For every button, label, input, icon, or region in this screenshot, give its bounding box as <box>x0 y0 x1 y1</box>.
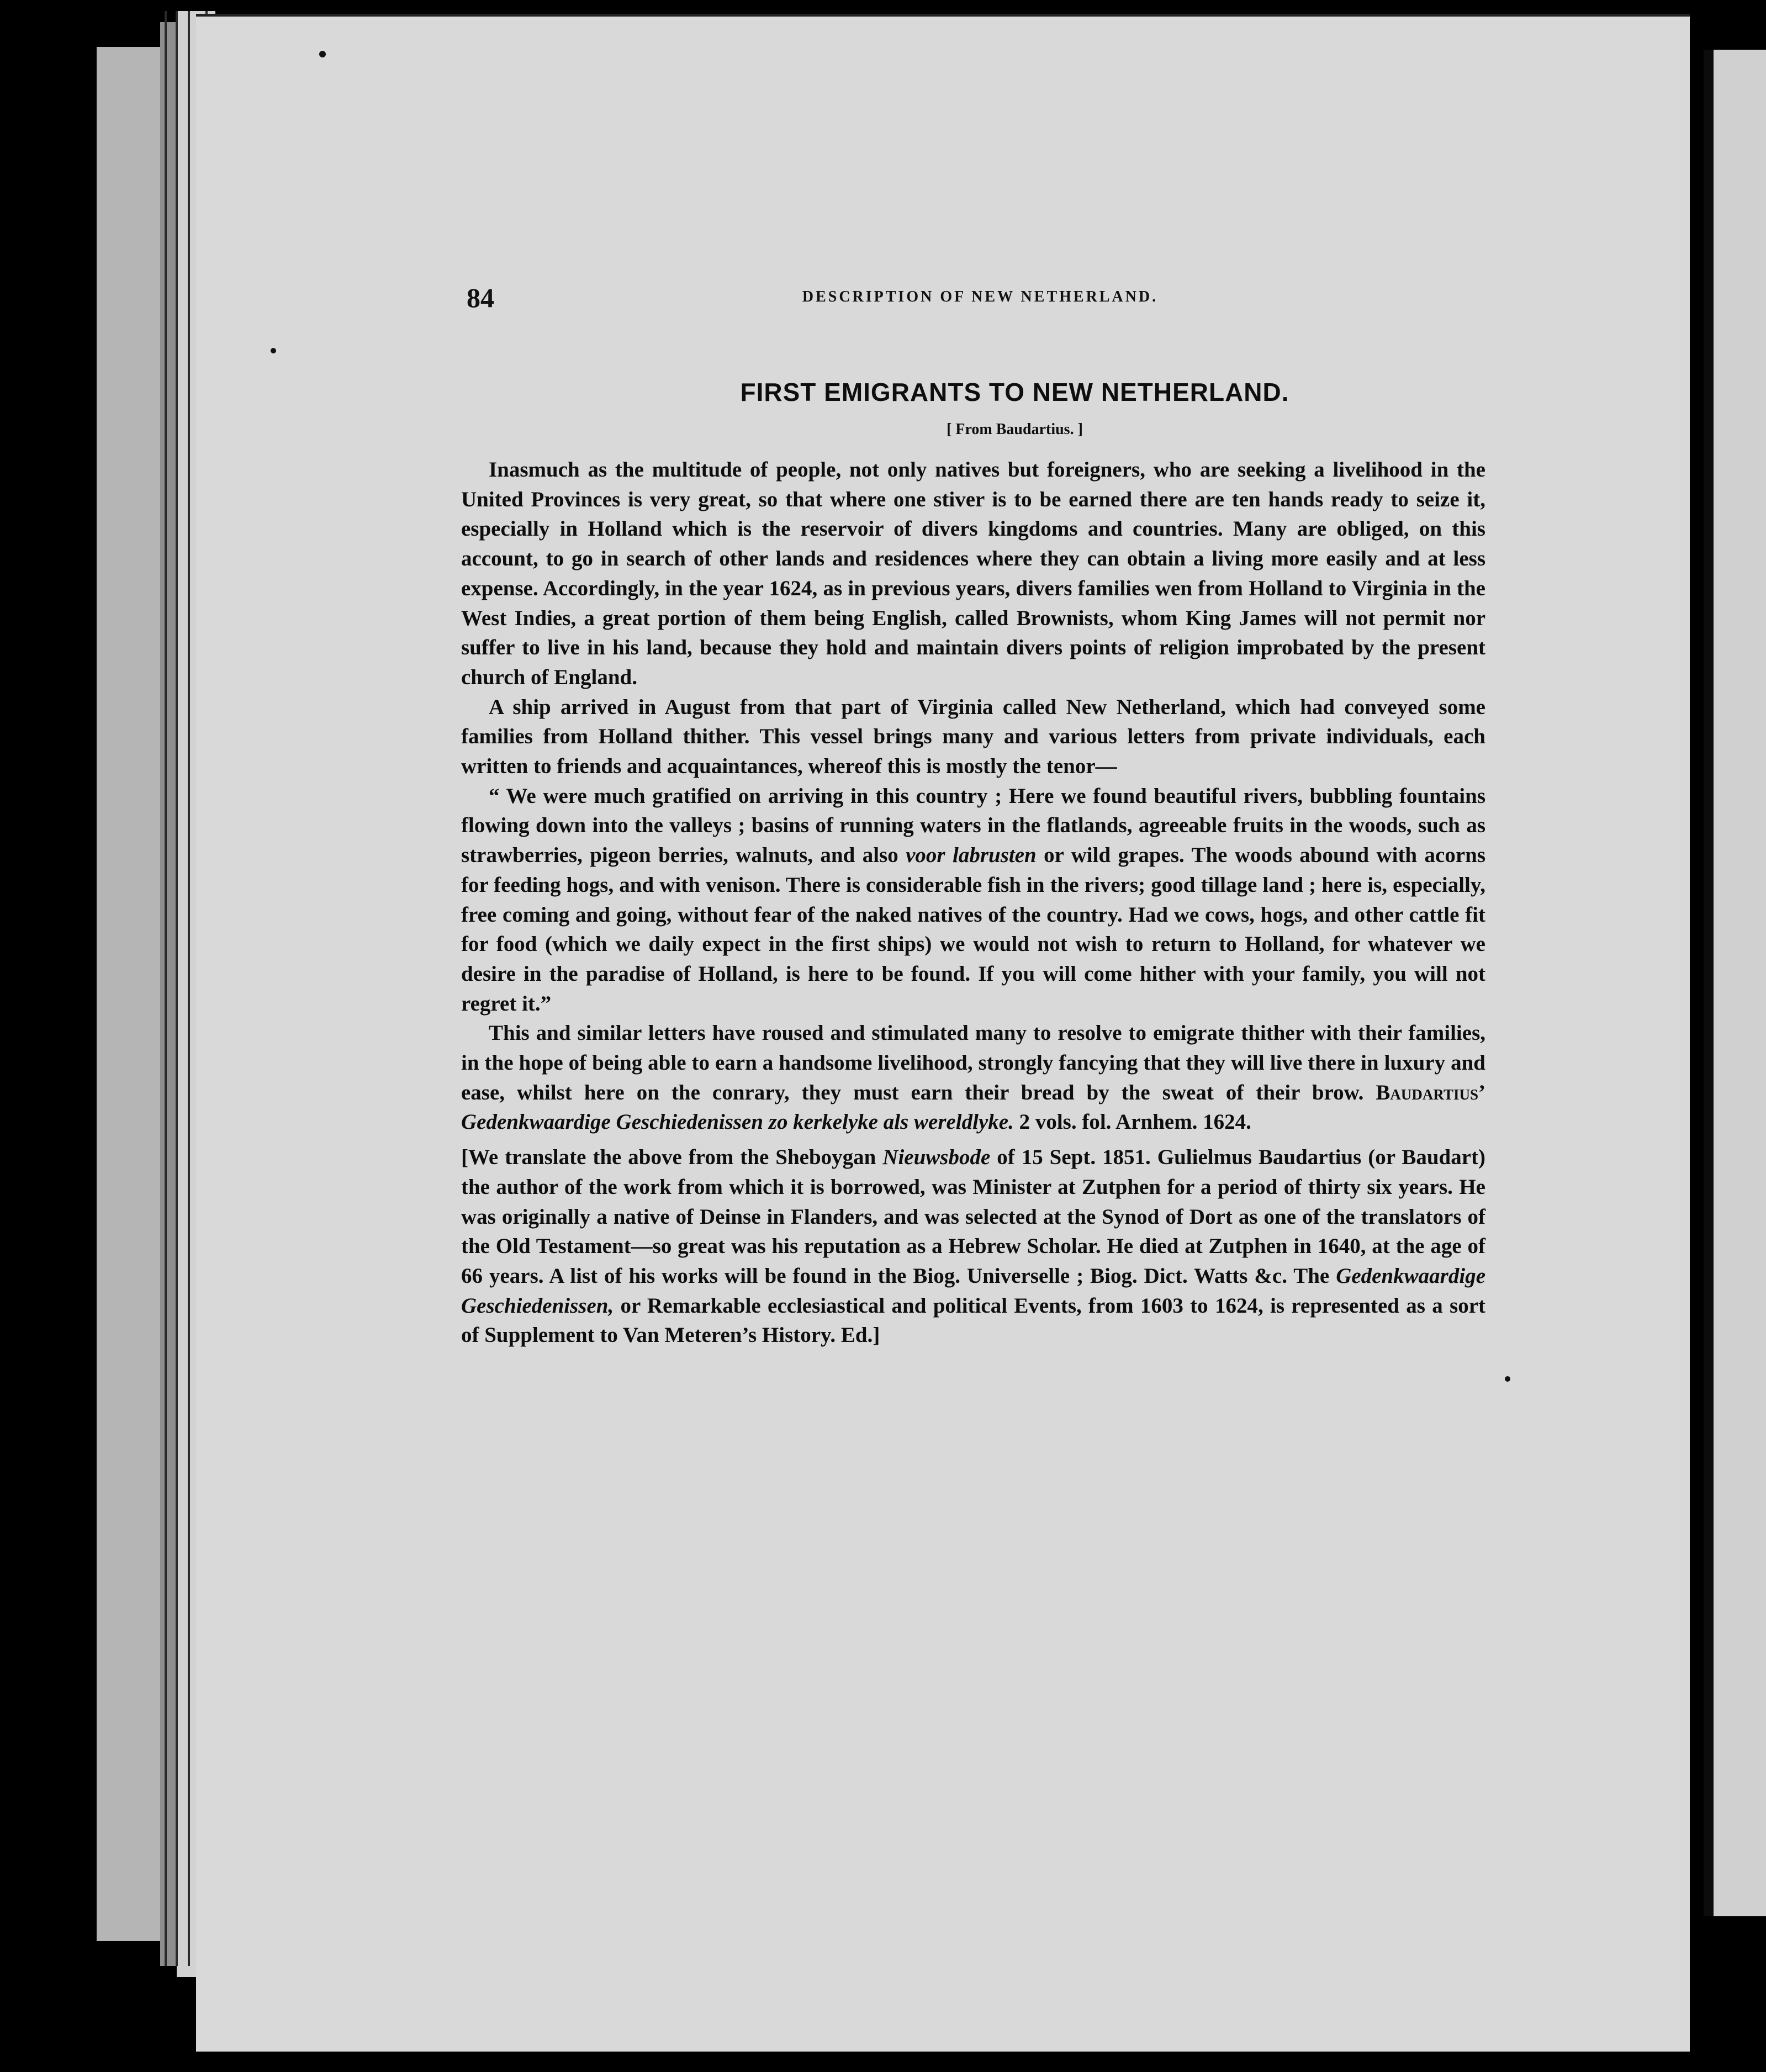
page-number: 84 <box>467 282 494 313</box>
article-source: [ From Baudartius. ] <box>947 421 1083 438</box>
page-edge-line <box>165 11 167 1966</box>
ink-speck <box>1505 1376 1510 1382</box>
editor-note <box>461 1137 1485 1350</box>
ink-speck <box>319 51 326 57</box>
ink-speck <box>271 348 276 353</box>
article-title: FIRST EMIGRANTS TO NEW NETHERLAND. <box>740 378 1289 406</box>
paragraph <box>461 693 1485 781</box>
paragraph-text: This and similar letters have roused and stimulated many to resolve to emigrate thither with their families, in the hope of being able to earn a handsome livelihood, strongly fancying that they will live there in luxury and ease, whilst here on the conrary, they must earn their bread by the sweat of their brow. <box>461 1021 1485 1104</box>
running-head: DESCRIPTION OF NEW NETHERLAND. <box>802 288 1159 305</box>
letter-quote <box>461 781 1485 1019</box>
quote-text: “ We were much gratified on arriving in this country ; Here we found beautiful rivers, bubbling fountains flowing down into the valleys ; basins of running waters in the flatlands, agreeable fruits in the woods, such as strawberries, pigeon berries, walnuts, and also <box>461 784 1485 868</box>
facing-page-edge <box>1704 50 1766 1916</box>
paragraph <box>461 1018 1485 1137</box>
citation-title: Gedenkwaardige Geschiedenissen zo kerkelyke als wereldlyke. <box>461 1110 1014 1134</box>
article <box>461 376 1485 1350</box>
note-text: of 15 Sept. 1851. Gulielmus Baudartius (or Baudart) the author of the work from which it is borrowed, was Minister at Zutphen for a period of thirty six years. He was originally a native of Deinse in Flanders, and was selected at the Synod of Dort as one of the translators of the Old Testament—so great was his reputation as a Hebrew Scholar. He died at Zutphen in 1640, at the age of 66 years. A list of his works will be found in the Biog. Universelle ; Biog. Dict. Watts &c. The <box>461 1145 1485 1288</box>
note-text: or Remarkable ecclesiastical and political Events, from 1603 to 1624, is represented as a sort of Supplement to Van Meteren’s History. Ed.] <box>461 1293 1485 1347</box>
paragraph-text: Inasmuch as the multitude of people, not only natives but foreigners, who are seeking a livelihood in the United Provinces is very great, so that where one stiver is to be earned there are ten hands ready to seize it, especially in Holland which is the reservoir of divers kingdoms and countries. Many are obliged, on this account, to go in search of other lands and residences where they can obtain a living more easily and at less expense. Accordingly, in the year 1624, as in previous years, divers families wen from Holland to Virginia in the West Indies, a great portion of them being English, called Brownists, whom King James will not permit nor suffer to live in his land, because they hold and maintain divers points of religion improbated by the present church of England. <box>461 458 1485 689</box>
page-edge-line <box>188 11 190 1966</box>
citation-author: Baudartius’ <box>1376 1080 1485 1104</box>
citation-details: 2 vols. fol. Arnhem. 1624. <box>1013 1110 1251 1134</box>
page-header <box>467 282 1494 315</box>
paragraph <box>461 455 1485 693</box>
quote-italic-term: voor labrusten <box>906 843 1037 868</box>
page-edge-line <box>176 11 178 1966</box>
note-newspaper: Nieuwsbode <box>882 1145 991 1170</box>
quote-text: or wild grapes. The woods abound with acorns for feeding hogs, and with venison. There is considerable fish in the rivers; good tillage land ; here is, especially, free coming and going, without fear of the naked natives of the country. Had we cows, hogs, and other cattle fit for food (which we daily expect in the first ships) we would not wish to return to Holland, for whatever we desire in the paradise of Holland, is here to be found. If you will come hither with your family, you will not regret it.” <box>461 843 1486 1016</box>
note-text: [We translate the above from the Sheboygan <box>461 1145 883 1170</box>
paragraph-text: A ship arrived in August from that part of Virginia called New Netherland, which had conveyed some families from Holland thither. This vessel brings many and various letters from private individuals, each written to friends and acquaintances, whereof this is mostly the tenor— <box>461 695 1485 779</box>
note-work-title: Gedenkwaardige Geschiedenissen, <box>461 1264 1485 1318</box>
